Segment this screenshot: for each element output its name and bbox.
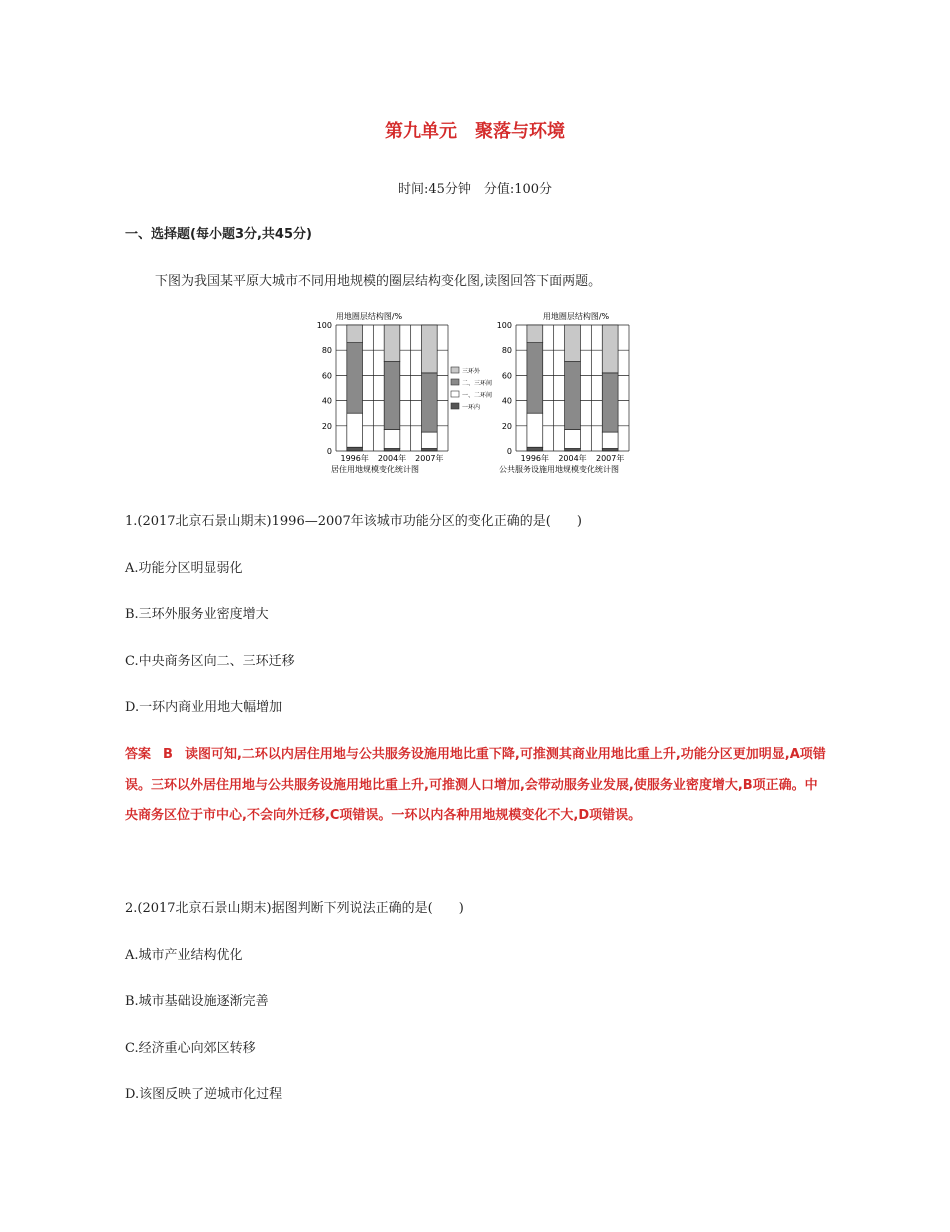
x-tick-label-right: 2004年 [558,454,587,463]
bar-segment-ring2-3-right [602,373,618,432]
question-1-option-b[interactable]: B.三环外服务业密度增大 [125,607,269,622]
chart-public-service [497,311,629,474]
y-tick-label-right: 80 [501,346,512,356]
legend-swatch-ring3-outside [451,367,459,373]
answer-letter: B [163,747,173,762]
bar-segment-ring1-2-left [421,432,437,448]
legend-label-ring3-outside: 三环外 [462,368,481,375]
legend-label-ring1-inside: 一环内 [462,404,481,411]
y-tick-label-left: 60 [321,371,332,381]
plot-area-left [317,321,448,463]
y-tick-label-right: 40 [501,396,512,406]
section-title: 一、选择题(每小题3分,共45分) [125,227,312,242]
bar-segment-ring1-2-left [384,430,400,449]
legend-swatch-ring1-2 [451,391,459,397]
bar-segment-ring1-2-right [602,432,618,448]
legend-swatch-ring2-3 [451,379,459,385]
legend-swatch-ring1-inside [451,403,459,409]
bar-segment-ring1-inside-left [384,448,400,451]
x-tick-label-left: 2004年 [377,454,407,463]
x-tick-label-left: 1996年 [340,454,369,463]
bar-segment-ring3-outside-right [565,325,581,362]
chart-title-right: 用地圈层结构图/% [542,312,610,321]
bar-segment-ring2-3-left [421,373,437,432]
question-1-option-d[interactable]: D.一环内商业用地大幅增加 [125,700,283,715]
y-tick-label-left: 40 [321,396,332,406]
question-2-option-c[interactable]: C.经济重心向郊区转移 [125,1041,256,1056]
bar-segment-ring3-outside-left [384,325,400,362]
question-1-answer [125,740,830,832]
bar-segment-ring1-2-right [527,413,543,447]
question-1-stem: 1.(2017北京石景山期末)1996—2007年该城市功能分区的变化正确的是( ) [125,514,582,529]
legend-label-ring2-3: 二、三环间 [462,380,493,387]
answer-explanation: 读图可知,二环以内居住用地与公共服务设施用地比重下降,可推测其商业用地比重上升,功能分区更加明显,A项错误。三环以外居住用地与公共服务设施用地比重上升,可推测人口增加,会带动服务业发展,使服务业密度增大,B项正确。中央商务区位于市中心,不会向外迁移,C项错误。一环以内各种用地规模变化不大,D项错误。 [125,747,826,823]
bar-segment-ring2-3-right [527,343,543,414]
plot-area-right [497,321,629,463]
bar-segment-ring2-3-left [384,362,400,430]
chart-caption-right: 公共服务设施用地规模变化统计图 [499,465,619,474]
x-tick-label-right: 1996年 [520,454,550,463]
question-2-option-d[interactable]: D.该图反映了逆城市化过程 [125,1087,283,1102]
y-tick-label-left: 80 [321,346,332,356]
answer-label: 答案 [125,747,152,762]
y-tick-label-left: 0 [326,447,332,456]
legend [451,367,492,411]
question-2-option-b[interactable]: B.城市基础设施逐渐完善 [125,994,269,1009]
page-title: 第九单元 聚落与环境 [385,121,565,142]
bar-segment-ring2-3-right [565,362,581,430]
bar-segment-ring3-outside-left [421,325,437,373]
intro-text: 下图为我国某平原大城市不同用地规模的圈层结构变化图,读图回答下面两题。 [155,274,602,289]
x-tick-label-left: 2007年 [415,454,444,463]
y-tick-label-right: 0 [506,447,512,456]
bar-segment-ring3-outside-right [602,325,618,373]
bar-segment-ring1-2-right [565,430,581,449]
bar-segment-ring1-inside-left [347,447,363,451]
land-use-figure [300,305,650,480]
y-tick-label-left: 100 [316,321,332,330]
bar-segment-ring1-inside-right [565,448,581,451]
bar-segment-ring1-inside-right [527,447,543,451]
question-2-stem: 2.(2017北京石景山期末)据图判断下列说法正确的是( ) [125,901,464,916]
question-1-option-c[interactable]: C.中央商务区向二、三环迁移 [125,654,295,669]
y-tick-label-left: 20 [321,421,332,431]
bar-segment-ring1-inside-right [602,448,618,451]
bar-segment-ring2-3-left [347,343,363,414]
bar-segment-ring3-outside-left [347,325,363,343]
question-1-option-a[interactable]: A.功能分区明显弱化 [125,561,243,576]
exam-info: 时间:45分钟 分值:100分 [397,182,553,197]
x-tick-label-right: 2007年 [595,454,625,463]
legend-label-ring1-2: 一、二环间 [462,392,493,399]
bar-segment-ring1-inside-left [421,448,437,451]
y-tick-label-right: 60 [501,371,512,381]
chart-title-left: 用地圈层结构图/% [335,312,403,321]
chart-residential [317,311,448,474]
y-tick-label-right: 20 [501,421,512,431]
bar-segment-ring3-outside-right [527,325,543,343]
chart-caption-left: 居住用地规模变化统计图 [331,465,419,474]
bar-segment-ring1-2-left [347,413,363,447]
question-2-option-a[interactable]: A.城市产业结构优化 [125,948,243,963]
y-tick-label-right: 100 [496,321,512,330]
